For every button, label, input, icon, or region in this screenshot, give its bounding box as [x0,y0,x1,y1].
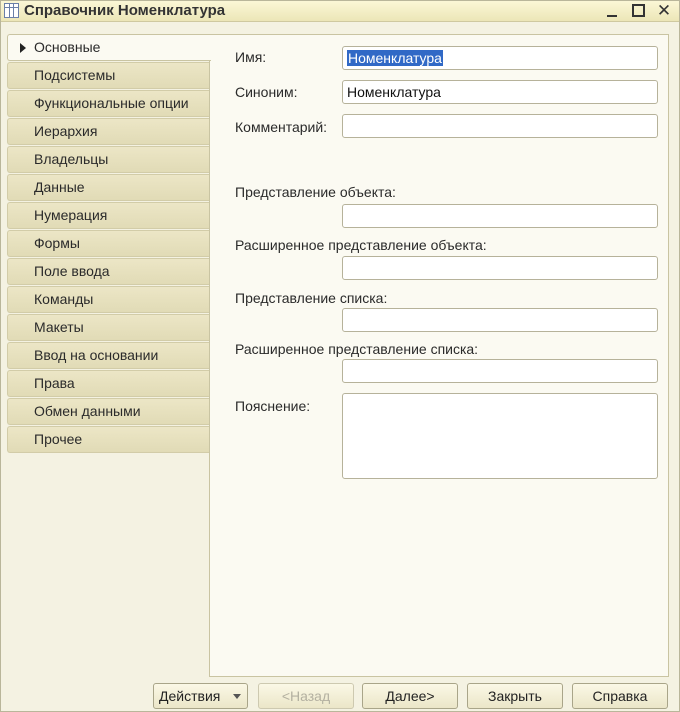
ext-object-repr-label: Расширенное представление объекта: [235,237,487,253]
tab-forms[interactable] [7,230,210,257]
close-icon[interactable]: ✕ [656,1,672,20]
minimize-icon[interactable] [601,1,623,21]
tab-label: Поле ввода [34,263,110,279]
ext-list-repr-label: Расширенное представление списка: [235,341,479,357]
title-bar [1,1,679,22]
close-button[interactable]: Закрыть [467,683,563,709]
synonym-field[interactable]: Номенклатура [342,80,658,104]
explanation-field[interactable] [342,393,658,479]
object-repr-field[interactable] [342,204,658,228]
tab-label: Основные [34,39,101,55]
play-arrow-icon [20,43,26,53]
object-repr-label: Представление объекта: [235,184,396,200]
comment-label: Комментарий: [235,119,328,135]
comment-field[interactable] [342,114,658,138]
help-button[interactable]: Справка [572,683,668,709]
list-repr-field[interactable] [342,308,658,332]
synonym-label: Синоним: [235,84,298,100]
tab-label: Владельцы [34,151,109,167]
tab-input-by-basis[interactable] [7,342,210,369]
tabs-sidebar [7,34,210,454]
tab-functional-options[interactable] [7,90,210,117]
back-button[interactable]: <Назад [258,683,354,709]
tab-main[interactable] [7,34,211,61]
maximize-icon[interactable] [627,1,649,21]
tab-input-field[interactable] [7,258,210,285]
tab-label: Иерархия [34,123,98,139]
tab-label: Ввод на основании [34,347,159,363]
tab-label: Обмен данными [34,403,141,419]
tab-label: Функциональные опции [34,95,189,111]
tab-label: Формы [34,235,80,251]
name-label: Имя: [235,49,267,65]
tab-templates[interactable] [7,314,210,341]
tab-label: Нумерация [34,207,108,223]
ext-object-repr-field[interactable] [342,256,658,280]
tab-label: Прочее [34,431,83,447]
tab-label: Подсистемы [34,67,116,83]
list-repr-label: Представление списка: [235,290,388,306]
tab-label: Данные [34,179,85,195]
name-field[interactable] [342,46,658,70]
window-title: Справочник Номенклатура [24,2,226,19]
tab-owners[interactable] [7,146,210,173]
tab-rights[interactable] [7,370,210,397]
actions-label: Действия [159,688,221,704]
tab-label: Макеты [34,319,84,335]
chevron-down-icon [233,694,241,699]
explanation-label: Пояснение: [235,398,311,414]
tab-hierarchy[interactable] [7,118,210,145]
tab-numbering[interactable] [7,202,210,229]
tab-label: Команды [34,291,94,307]
tab-label: Права [34,375,75,391]
tab-other[interactable] [7,426,210,453]
tab-data[interactable] [7,174,210,201]
actions-button[interactable] [153,683,248,709]
next-button[interactable]: Далее> [362,683,458,709]
table-icon [4,3,19,18]
tab-data-exchange[interactable] [7,398,210,425]
tab-subsystems[interactable] [7,62,210,89]
main-panel [209,34,669,677]
ext-list-repr-field[interactable] [342,359,658,383]
name-value: Номенклатура [348,50,442,66]
tab-commands[interactable] [7,286,210,313]
